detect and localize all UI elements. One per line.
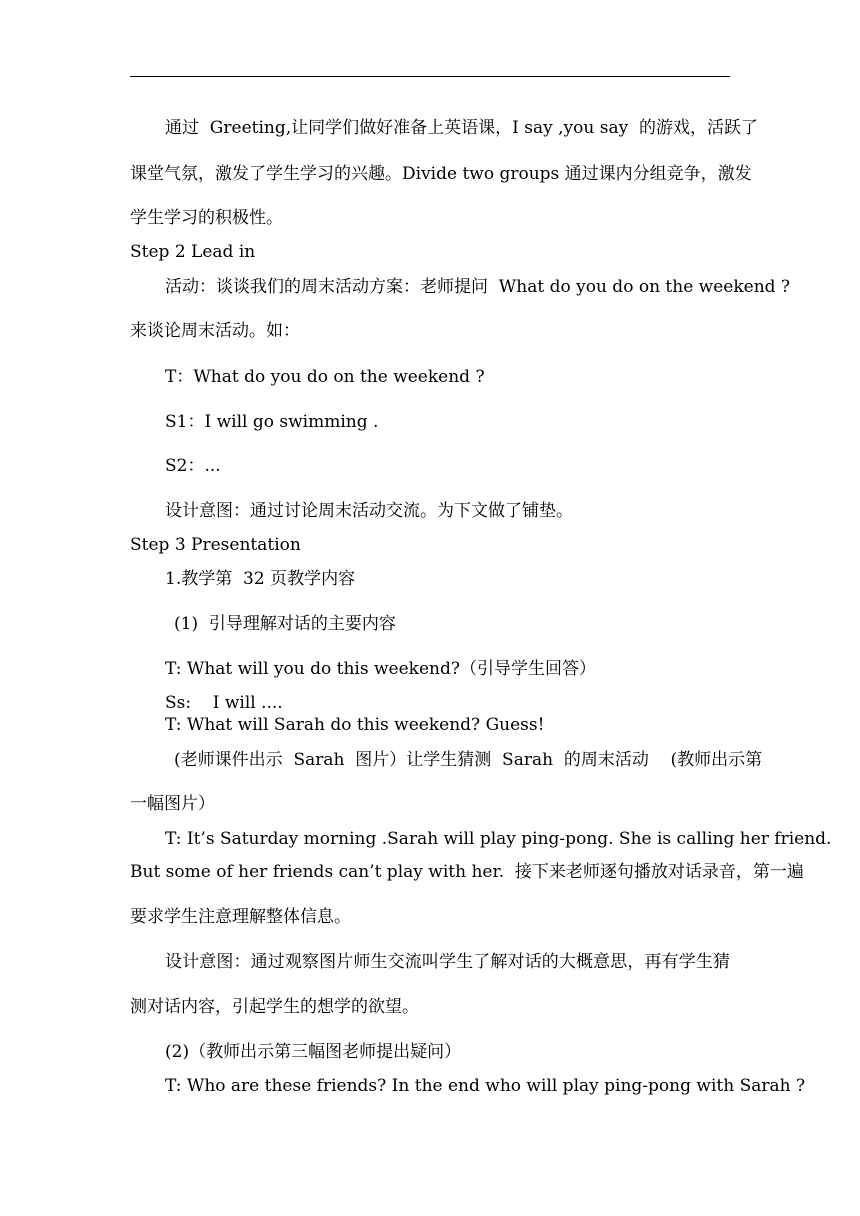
header-rule	[130, 76, 730, 77]
list-item: 1.教学第 32 页教学内容	[165, 569, 356, 589]
paragraph-line: 课堂气氛，激发了学生学习的兴趣。Divide two groups 通过课内分组竞争，激发	[130, 164, 752, 184]
design-intent: 设计意图：通过讨论周末活动交流。为下文做了铺垫。	[165, 501, 573, 521]
sub-item: (2)（教师出示第三幅图老师提出疑问）	[165, 1042, 462, 1062]
step-heading: Step 3 Presentation	[130, 535, 301, 555]
paragraph-line: 通过 Greeting,让同学们做好准备上英语课，I say ,you say 的游戏，活跃了	[165, 118, 758, 138]
paragraph-line: 来谈论周末活动。如：	[130, 321, 300, 341]
dialog-line: Ss: I will ....	[165, 693, 283, 713]
paragraph-line: But some of her friends can’t play with her. 接下来老师逐句播放对话录音，第一遍	[130, 862, 804, 882]
dialog-line: T: What will you do this weekend?（引导学生回答）	[165, 659, 596, 679]
paragraph-line: 活动：谈谈我们的周末活动方案：老师提问 What do you do on the weekend ?	[165, 277, 791, 297]
step-heading: Step 2 Lead in	[130, 242, 256, 262]
dialog-line: S2：...	[165, 456, 221, 476]
dialog-line: T: Who are these friends? In the end who will play ping-pong with Sarah ?	[165, 1076, 806, 1096]
paragraph-line: 要求学生注意理解整体信息。	[130, 907, 351, 927]
dialog-line: T：What do you do on the weekend ?	[165, 367, 485, 387]
dialog-line: S1：I will go swimming .	[165, 412, 379, 432]
paragraph-line: 一幅图片）	[130, 794, 215, 814]
dialog-line: T: What will Sarah do this weekend? Guess!	[165, 715, 545, 735]
design-intent: 设计意图：通过观察图片师生交流叫学生了解对话的大概意思，再有学生猜	[165, 952, 730, 972]
sub-item: (1) 引导理解对话的主要内容	[174, 614, 396, 634]
paragraph-line: 学生学习的积极性。	[130, 208, 283, 228]
design-intent: 测对话内容，引起学生的想学的欲望。	[130, 997, 419, 1017]
paragraph-line: T: It’s Saturday morning .Sarah will play ping-pong. She is calling her friend.	[165, 829, 832, 849]
paragraph-line: (老师课件出示 Sarah 图片）让学生猜测 Sarah 的周末活动 (教师出示第	[174, 750, 763, 770]
